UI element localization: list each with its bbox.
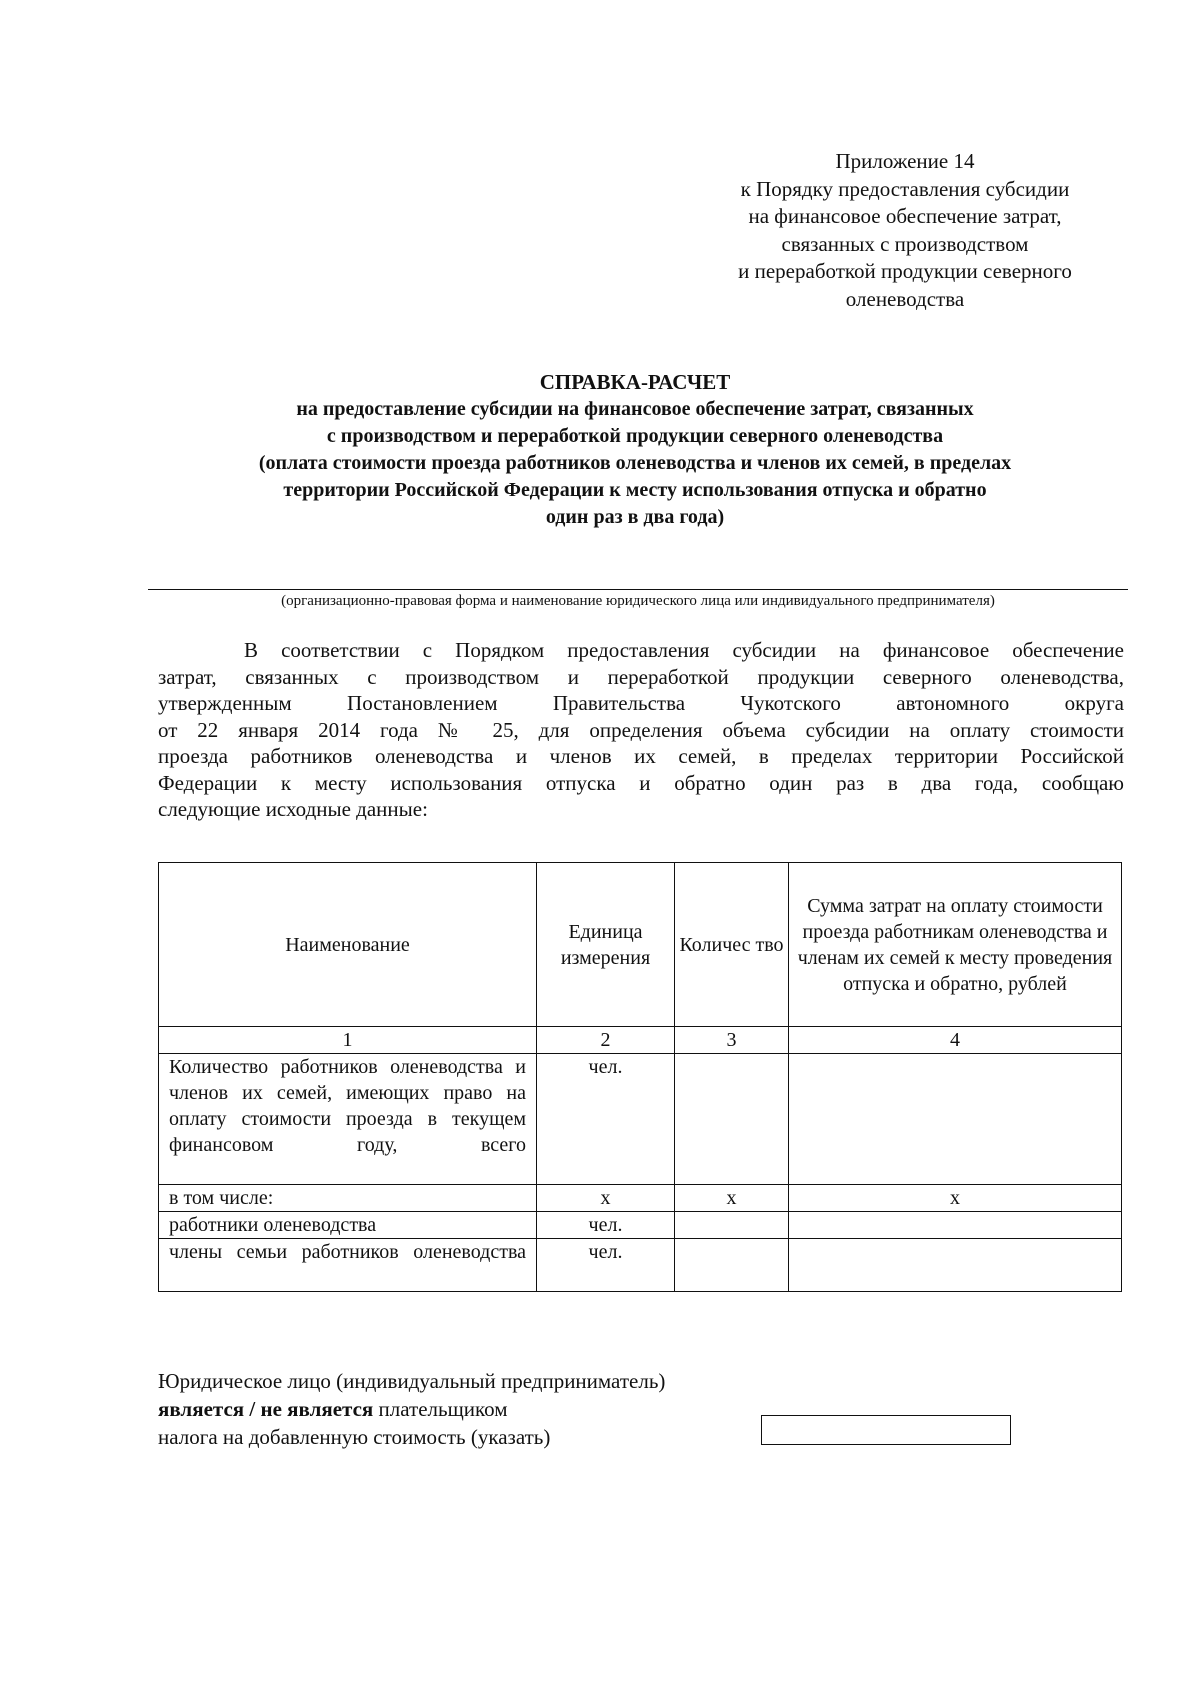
appendix-line: и переработкой продукции северного bbox=[738, 259, 1072, 283]
row-qty-cell[interactable] bbox=[675, 1212, 789, 1239]
vat-line-3: налога на добавленную стоимость (указать) bbox=[158, 1425, 551, 1449]
header-qty: Количес тво bbox=[675, 863, 789, 1027]
row-unit: х bbox=[537, 1185, 675, 1212]
column-number: 2 bbox=[537, 1027, 675, 1054]
appendix-line: Приложение 14 bbox=[835, 149, 975, 173]
row-qty-cell[interactable] bbox=[675, 1054, 789, 1185]
intro-line: Федерации к месту использования отпуска и обратно один раз в два года, сообщаю bbox=[158, 770, 1124, 795]
row-name: в том числе: bbox=[159, 1185, 537, 1212]
vat-status-options[interactable]: является / не является bbox=[158, 1397, 374, 1421]
intro-line: утвержденным Постановлением Правительства Чукотского автономного округа bbox=[158, 691, 1124, 715]
vat-line-2-rest: плательщиком bbox=[373, 1397, 508, 1421]
row-sum-cell[interactable] bbox=[789, 1054, 1122, 1185]
data-table bbox=[158, 862, 1122, 1292]
intro-line: затрат, связанных с производством и переработкой продукции северного оленеводства, bbox=[158, 664, 1124, 689]
row-unit: чел. bbox=[537, 1212, 675, 1239]
header-name: Наименование bbox=[159, 863, 537, 1027]
intro-line: следующие исходные данные: bbox=[158, 797, 428, 821]
row-name: Количество работников оленеводства и членов их семей, имеющих право на оплату стоимости проезда в текущем финансовом году, всего bbox=[159, 1054, 537, 1185]
title-sub-line: территории Российской Федерации к месту использования отпуска и обратно bbox=[283, 479, 987, 501]
title-sub-line: с производством и переработкой продукции северного оленеводства bbox=[326, 425, 944, 447]
title-sub-line: один раз в два года) bbox=[545, 506, 725, 528]
table-row bbox=[159, 1239, 1122, 1292]
vat-statement bbox=[158, 1367, 758, 1451]
title-sub-line: (оплата стоимости проезда работников оленеводства и членов их семей, в пределах bbox=[258, 452, 1012, 474]
header-sum: Сумма затрат на оплату стоимости проезда работникам оленеводства и членам их семей к месту проведения отпуска и обратно, рублей bbox=[789, 863, 1122, 1027]
appendix-line: оленеводства bbox=[845, 286, 965, 311]
appendix-line: связанных с производством bbox=[781, 231, 1029, 256]
vat-input-box[interactable] bbox=[761, 1415, 1011, 1445]
appendix-line: к Порядку предоставления субсидии bbox=[740, 176, 1070, 201]
row-sum-cell[interactable] bbox=[789, 1239, 1122, 1292]
intro-line: проезда работников оленеводства и членов их семей, в пределах территории Российской bbox=[158, 744, 1124, 768]
organization-caption: (организационно-правовая форма и наименование юридического лица или индивидуального предпринимателя) bbox=[281, 593, 995, 609]
vat-line-1: Юридическое лицо (индивидуальный предприниматель) bbox=[158, 1369, 666, 1393]
intro-line: В соответствии с Порядком предоставления субсидии на финансовое обеспечение bbox=[244, 638, 1124, 662]
column-number: 1 bbox=[159, 1027, 537, 1054]
intro-paragraph bbox=[158, 637, 1124, 823]
appendix-header bbox=[700, 148, 1110, 313]
table-row bbox=[159, 1212, 1122, 1239]
header-unit: Единица измерения bbox=[537, 863, 675, 1027]
organization-name-field-line[interactable] bbox=[148, 589, 1128, 590]
table-row bbox=[159, 1185, 1122, 1212]
vat-line-2 bbox=[158, 1395, 758, 1423]
table-row bbox=[159, 1054, 1122, 1185]
column-number: 4 bbox=[789, 1027, 1122, 1054]
document-title bbox=[150, 368, 1120, 531]
table-header-row bbox=[159, 863, 1122, 1027]
row-sum-cell: х bbox=[789, 1185, 1122, 1212]
row-unit: чел. bbox=[537, 1054, 675, 1185]
row-name: члены семьи работников оленеводства bbox=[159, 1239, 537, 1292]
row-qty-cell[interactable] bbox=[675, 1239, 789, 1292]
intro-line: от 22 января 2014 года № 25, для определения объема субсидии на оплату стоимости bbox=[158, 717, 1124, 742]
column-number-row bbox=[159, 1027, 1122, 1054]
row-unit: чел. bbox=[537, 1239, 675, 1292]
title-subtitle bbox=[150, 396, 1120, 531]
row-sum-cell[interactable] bbox=[789, 1212, 1122, 1239]
column-number: 3 bbox=[675, 1027, 789, 1054]
appendix-line: на финансовое обеспечение затрат, bbox=[748, 204, 1062, 228]
title-main: СПРАВКА-РАСЧЕТ bbox=[539, 370, 731, 394]
row-name: работники оленеводства bbox=[159, 1212, 537, 1239]
title-sub-line: на предоставление субсидии на финансовое обеспечение затрат, связанных bbox=[296, 398, 974, 420]
row-qty-cell: х bbox=[675, 1185, 789, 1212]
